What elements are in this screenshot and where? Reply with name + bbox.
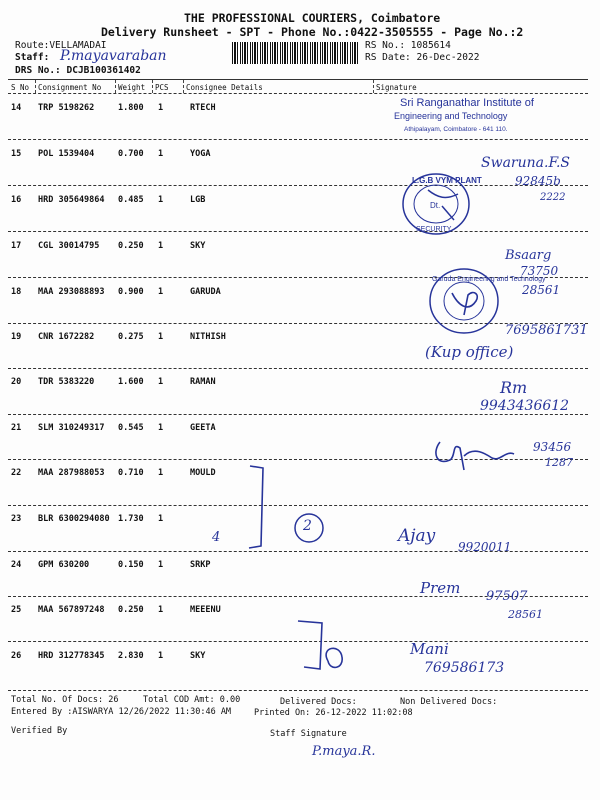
drs-label: DRS No.: xyxy=(15,65,61,76)
rs-date-value: 26-Dec-2022 xyxy=(416,52,480,63)
row-16-pcs: 1 xyxy=(158,195,164,205)
sign-srkp-name: Prem xyxy=(420,579,461,597)
row-15-consignment: POL 1539404 xyxy=(38,149,95,159)
row-rule xyxy=(8,414,588,415)
row-22-pcs: 1 xyxy=(158,468,164,478)
row-21-pcs: 1 xyxy=(158,423,164,433)
row-25-pcs: 1 xyxy=(158,605,164,615)
row-19-consignment: CNR 1672282 xyxy=(38,332,95,342)
col-sno: S No xyxy=(11,83,30,92)
total-docs xyxy=(11,695,119,705)
row-15-weight: 0.700 xyxy=(118,149,144,159)
sign-geeta-num2: 1287 xyxy=(545,456,573,469)
row-19-consignee: NITHISH xyxy=(190,332,226,342)
row-26-pcs: 1 xyxy=(158,651,164,661)
drs-value: DCJB100361402 xyxy=(66,65,141,76)
delivered-docs-label: Delivered Docs: xyxy=(280,697,357,707)
lgb-stamp-bottom: SECURITY xyxy=(416,226,452,233)
row-16-weight: 0.485 xyxy=(118,195,144,205)
row-24-weight: 0.150 xyxy=(118,560,144,570)
row-16-consignment: HRD 305649864 xyxy=(38,195,105,205)
rtech-stamp xyxy=(380,90,600,140)
row-20-weight: 1.600 xyxy=(118,377,144,387)
row-24-consignment: GPM 630200 xyxy=(38,560,90,570)
sign-raman-phone: 9943436612 xyxy=(480,398,570,414)
sign-raman-mark: Rm xyxy=(500,378,528,397)
row-18-weight: 0.900 xyxy=(118,287,144,297)
row-15-pcs: 1 xyxy=(158,149,164,159)
row-24-pcs: 1 xyxy=(158,560,164,570)
total-cod xyxy=(143,695,240,705)
verified-by-label: Verified By xyxy=(11,726,68,736)
row-14-sno: 14 xyxy=(11,103,22,113)
rtech-stamp-line3: Athipalayam, Coimbatore - 641 110. xyxy=(404,126,508,133)
row-rule xyxy=(8,231,588,232)
row-25-consignee: MEEENU xyxy=(190,605,221,615)
sign-blr-name: Ajay xyxy=(398,526,436,546)
sky26-scribble xyxy=(290,615,370,675)
sign-blr-num: 4 xyxy=(212,530,221,545)
row-22-consignee: MOULD xyxy=(190,468,216,478)
col-weight: Weight xyxy=(118,83,146,92)
total-docs-label: Total No. Of Docs: xyxy=(11,695,104,705)
drs-field xyxy=(15,65,141,76)
route-value: VELLAMADAI xyxy=(49,40,107,51)
row-22-sno: 22 xyxy=(11,468,22,478)
row-17-sno: 17 xyxy=(11,241,22,251)
row-25-weight: 0.250 xyxy=(118,605,144,615)
total-cod-value: 0.00 xyxy=(219,695,241,705)
table-top-rule xyxy=(8,79,588,80)
table-bottom-rule xyxy=(8,690,588,691)
rtech-stamp-line2: Engineering and Technology xyxy=(394,111,508,121)
printed-on: Printed On: 26-12-2022 11:02:08 xyxy=(254,708,413,718)
row-24-consignee: SRKP xyxy=(190,560,211,570)
row-15-consignee: YOGA xyxy=(190,149,211,159)
row-26-consignee: SKY xyxy=(190,651,206,661)
staff-signature-label: Staff Signature xyxy=(270,729,347,739)
row-25-sno: 25 xyxy=(11,605,22,615)
row-26-consignment: HRD 312778345 xyxy=(38,651,105,661)
row-18-pcs: 1 xyxy=(158,287,164,297)
rs-date-field xyxy=(365,52,479,63)
row-17-consignee: SKY xyxy=(190,241,206,251)
sign-garuda-num: 28561 xyxy=(522,283,561,297)
total-docs-value: 26 xyxy=(108,695,119,705)
col-consignee: Consignee Details xyxy=(186,83,263,92)
lgb-stamp-center: Dt. xyxy=(430,201,441,210)
row-23-pcs: 1 xyxy=(158,514,164,524)
row-21-consignment: SLM 310249317 xyxy=(38,423,105,433)
row-17-weight: 0.250 xyxy=(118,241,144,251)
staff-handwritten-name: P.mayavaraban xyxy=(60,48,167,64)
row-16-consignee: LGB xyxy=(190,195,206,205)
row-15-sno: 15 xyxy=(11,149,22,159)
sign-yoga-phone: 92845b xyxy=(515,174,561,188)
runsheet-title: Delivery Runsheet - SPT - Phone No.:0422-3505555 - Page No.:2 xyxy=(101,25,524,39)
row-21-weight: 0.545 xyxy=(118,423,144,433)
row-22-weight: 0.710 xyxy=(118,468,144,478)
sign-srkp-num2: 28561 xyxy=(508,608,543,621)
row-26-sno: 26 xyxy=(11,651,22,661)
sign-sky17-phone: 73750 xyxy=(520,264,559,278)
row-20-sno: 20 xyxy=(11,377,22,387)
rtech-stamp-line1: Sri Ranganathar Institute of xyxy=(400,97,534,109)
col-signature: Signature xyxy=(376,83,417,92)
company-title: THE PROFESSIONAL COURIERS, Coimbatore xyxy=(184,11,441,25)
sign-sky26-name: Mani xyxy=(410,640,449,658)
row-18-consignee: GARUDA xyxy=(190,287,221,297)
row-19-weight: 0.275 xyxy=(118,332,144,342)
row-rule xyxy=(8,368,588,369)
row-21-sno: 21 xyxy=(11,423,22,433)
col-pcs: PCS xyxy=(155,83,169,92)
row-16-sno: 16 xyxy=(11,195,22,205)
row-23-weight: 1.730 xyxy=(118,514,144,524)
row-19-pcs: 1 xyxy=(158,332,164,342)
row-17-consignment: CGL 30014795 xyxy=(38,241,100,251)
row-20-consignee: RAMAN xyxy=(190,377,216,387)
sign-sky17-name: Bsaarg xyxy=(505,248,552,263)
sign-nithish-note: (Kup office) xyxy=(425,343,514,361)
row-22-consignment: MAA 287988053 xyxy=(38,468,105,478)
row-24-sno: 24 xyxy=(11,560,22,570)
staff-label: Staff: xyxy=(15,52,50,63)
row-23-consignment: BLR 6300294080 xyxy=(38,514,110,524)
garuda-stamp-ring: Garuda Engineering and Technology xyxy=(432,276,546,283)
row-21-consignee: GEETA xyxy=(190,423,216,433)
staff-signature-handwritten: P.maya.R. xyxy=(312,744,376,759)
row-17-pcs: 1 xyxy=(158,241,164,251)
sign-geeta-scribble xyxy=(430,430,520,476)
row-20-consignment: TDR 5383220 xyxy=(38,377,95,387)
row-18-consignment: MAA 293088893 xyxy=(38,287,105,297)
bracket-annotation xyxy=(205,460,345,560)
sign-yoga-name: Swaruna.F.S xyxy=(481,155,571,171)
rs-no-value: 1085614 xyxy=(410,40,451,51)
row-19-sno: 19 xyxy=(11,332,22,342)
row-18-sno: 18 xyxy=(11,287,22,297)
row-14-pcs: 1 xyxy=(158,103,164,113)
entered-by: Entered By :AISWARYA 12/26/2022 11:30:46 AM xyxy=(11,707,232,717)
total-cod-label: Total COD Amt: xyxy=(143,695,215,705)
rs-no-field xyxy=(365,40,451,51)
row-23-sno: 23 xyxy=(11,514,22,524)
sign-sky26-phone: 769586173 xyxy=(424,660,505,676)
col-consignment: Consignment No xyxy=(38,83,102,92)
lgb-stamp xyxy=(398,170,482,240)
rs-no-label: RS No.: xyxy=(365,40,406,51)
rs-date-label: RS Date: xyxy=(365,52,411,63)
row-20-pcs: 1 xyxy=(158,377,164,387)
row-14-consignee: RTECH xyxy=(190,103,216,113)
row-14-weight: 1.800 xyxy=(118,103,144,113)
row-rule xyxy=(8,185,588,186)
sign-yoga-extra: 2222 xyxy=(540,192,566,203)
row-26-weight: 2.830 xyxy=(118,651,144,661)
non-delivered-docs-label: Non Delivered Docs: xyxy=(400,697,498,707)
sign-blr-mark: 2 xyxy=(303,518,312,534)
sign-geeta-num1: 93456 xyxy=(533,440,572,454)
sign-nithish-phone: 7695861731 xyxy=(505,323,588,338)
lgb-stamp-ring: L.G.B VYM PLANT xyxy=(412,176,482,185)
barcode xyxy=(232,42,358,64)
route-label: Route: xyxy=(15,40,50,51)
sign-blr-phone: 9920011 xyxy=(458,540,512,554)
row-25-consignment: MAA 567897248 xyxy=(38,605,105,615)
sign-srkp-num1: 97507 xyxy=(486,589,528,604)
row-14-consignment: TRP 5198262 xyxy=(38,103,95,113)
